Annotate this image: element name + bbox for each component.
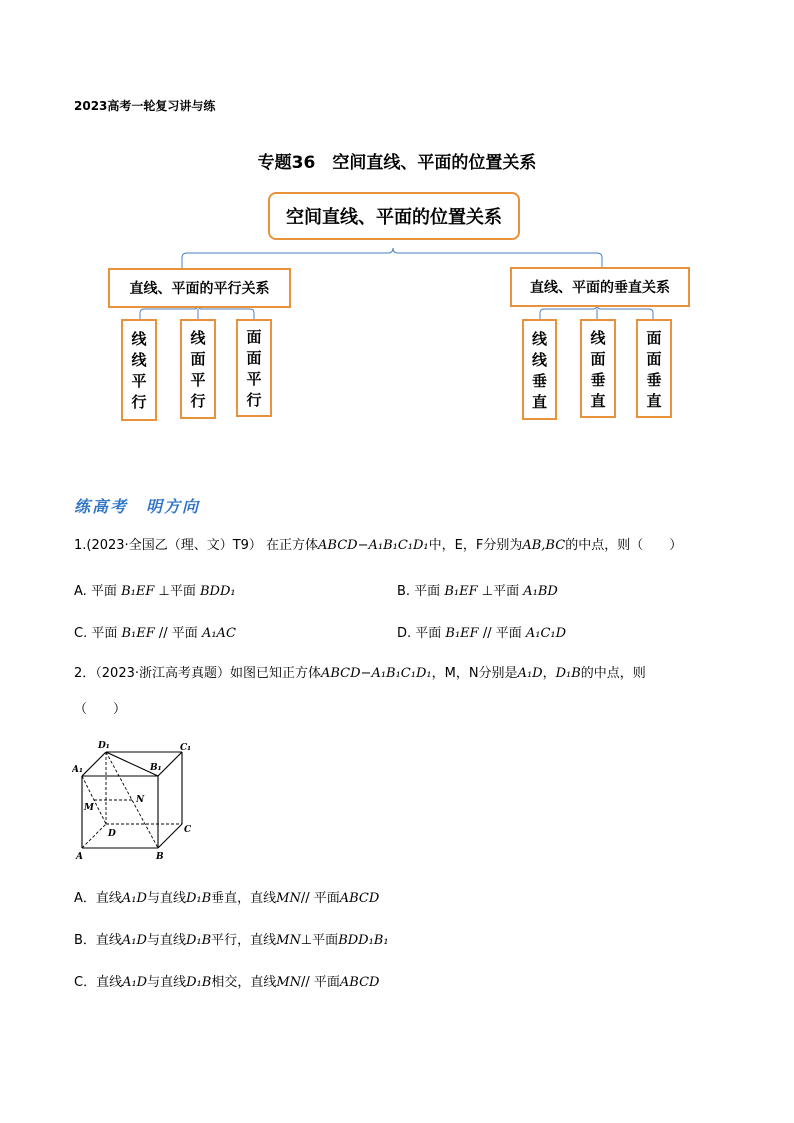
option-line-1: A₁D xyxy=(121,933,147,948)
option-relation: // 平面 xyxy=(158,626,198,641)
label-D: D xyxy=(108,829,116,839)
leaf-line-plane-perpendicular xyxy=(580,319,616,418)
left-branch-label: 直线、平面的平行关系 xyxy=(129,281,270,297)
q2-option-a[interactable] xyxy=(74,887,379,906)
leaf-label: 线线平行 xyxy=(131,330,147,411)
option-label: B．直线 xyxy=(74,933,122,948)
option-label: C．直线 xyxy=(74,975,123,990)
leaf-plane-plane-perpendicular xyxy=(636,319,672,418)
label-M: M xyxy=(84,803,94,813)
document-header: 2023高考一轮复习讲与练 xyxy=(74,99,216,113)
option-plane-2: BDD₁ xyxy=(199,584,236,599)
cube-figure xyxy=(72,738,202,864)
option-plane: BDD₁B₁ xyxy=(338,933,389,948)
option-line-1: A₁D xyxy=(121,891,147,906)
option-plane-1: B₁EF xyxy=(121,584,155,599)
q2-option-b[interactable] xyxy=(74,929,389,948)
q1-points: AB,BC xyxy=(522,538,566,553)
option-plane: ABCD xyxy=(339,975,380,990)
q1-option-a[interactable] xyxy=(74,580,236,599)
option-text: 与直线 xyxy=(147,975,187,990)
option-text: // 平面 xyxy=(300,891,340,906)
label-B: B xyxy=(156,852,164,862)
leaf-line-plane-parallel xyxy=(180,319,216,419)
leaf-label: 面面平行 xyxy=(246,328,262,409)
label-B1: B₁ xyxy=(150,763,162,773)
option-label: C. 平面 xyxy=(74,626,118,641)
mindmap-left-branch xyxy=(108,268,291,308)
q1-option-d[interactable] xyxy=(397,622,566,641)
option-plane-2: A₁AC xyxy=(201,626,236,641)
q2-prefix: 2．（2023·浙江高考真题）如图已知正方体 xyxy=(74,666,321,681)
option-label: A. 平面 xyxy=(74,584,117,599)
leaf-label: 面面垂直 xyxy=(646,328,662,410)
option-text: 相交，直线 xyxy=(211,975,277,990)
q2-answer-blank: （ ） xyxy=(74,702,127,717)
option-line-2: D₁B xyxy=(185,891,212,906)
option-text: 平行，直线 xyxy=(211,933,277,948)
label-D1: D₁ xyxy=(98,741,110,751)
option-plane: ABCD xyxy=(339,891,380,906)
option-plane-1: B₁EF xyxy=(445,626,479,641)
option-plane-1: B₁EF xyxy=(444,584,478,599)
mindmap-right-branch xyxy=(510,267,690,307)
q1-option-c[interactable] xyxy=(74,622,236,641)
option-line-3: MN xyxy=(276,891,301,906)
q1-suffix: 的中点，则（ ） xyxy=(565,538,683,553)
option-label: A．直线 xyxy=(74,891,122,906)
option-line-3: MN xyxy=(276,933,301,948)
q2-mid: ，M，N分别是 xyxy=(431,666,518,681)
q1-mid: 中，E，F分别为 xyxy=(428,538,523,553)
option-label: D. 平面 xyxy=(397,626,442,641)
right-branch-label: 直线、平面的垂直关系 xyxy=(530,280,670,296)
option-relation: ⊥平面 xyxy=(158,584,196,599)
label-N: N xyxy=(136,795,145,805)
q1-prefix: 1.(2023·全国乙（理、文）T9） 在正方体 xyxy=(74,538,319,553)
q2-cube: ABCD−A₁B₁C₁D₁ xyxy=(321,666,432,681)
option-text: 与直线 xyxy=(146,891,186,906)
option-plane-2: A₁BD xyxy=(523,584,558,599)
option-text: 与直线 xyxy=(146,933,186,948)
q2-seg-a: A₁D xyxy=(517,666,543,681)
option-line-3: MN xyxy=(276,975,302,990)
q2-seg-b: D₁B xyxy=(555,666,581,681)
q2-suffix: 的中点，则 xyxy=(580,666,646,681)
q1-option-b[interactable] xyxy=(397,580,558,599)
option-text: // 平面 xyxy=(301,975,340,990)
label-A1: A₁ xyxy=(72,765,83,775)
q1-cube: ABCD−A₁B₁C₁D₁ xyxy=(318,538,429,553)
q2-option-c[interactable] xyxy=(74,971,379,990)
option-plane-2: A₁C₁D xyxy=(525,626,567,641)
option-line-2: D₁B xyxy=(185,933,212,948)
section-title: 练高考 明方向 xyxy=(74,497,201,516)
option-text: ⊥平面 xyxy=(300,933,339,948)
label-C: C xyxy=(184,825,192,835)
leaf-line-line-parallel xyxy=(121,319,157,421)
leaf-label: 线线垂直 xyxy=(531,329,547,411)
option-line-2: D₁B xyxy=(186,975,212,990)
page-title: 专题36 空间直线、平面的位置关系 xyxy=(257,153,537,173)
option-label: B. 平面 xyxy=(397,584,441,599)
option-relation: // 平面 xyxy=(482,626,522,641)
option-text: 垂直，直线 xyxy=(211,891,277,906)
leaf-label: 线面平行 xyxy=(190,329,206,410)
label-A: A xyxy=(76,852,83,862)
leaf-label: 线面垂直 xyxy=(590,328,606,410)
question-2-stem xyxy=(74,664,646,684)
option-relation: ⊥平面 xyxy=(481,584,520,599)
leaf-line-line-perpendicular xyxy=(522,319,557,420)
question-1-stem xyxy=(74,536,682,556)
leaf-plane-plane-parallel xyxy=(236,319,272,417)
q2-sep: ， xyxy=(542,666,556,681)
option-plane-1: B₁EF xyxy=(121,626,155,641)
mindmap-root-label: 空间直线、平面的位置关系 xyxy=(286,207,502,228)
label-C1: C₁ xyxy=(180,743,192,753)
mindmap-root xyxy=(268,192,520,240)
option-line-1: A₁D xyxy=(122,975,148,990)
